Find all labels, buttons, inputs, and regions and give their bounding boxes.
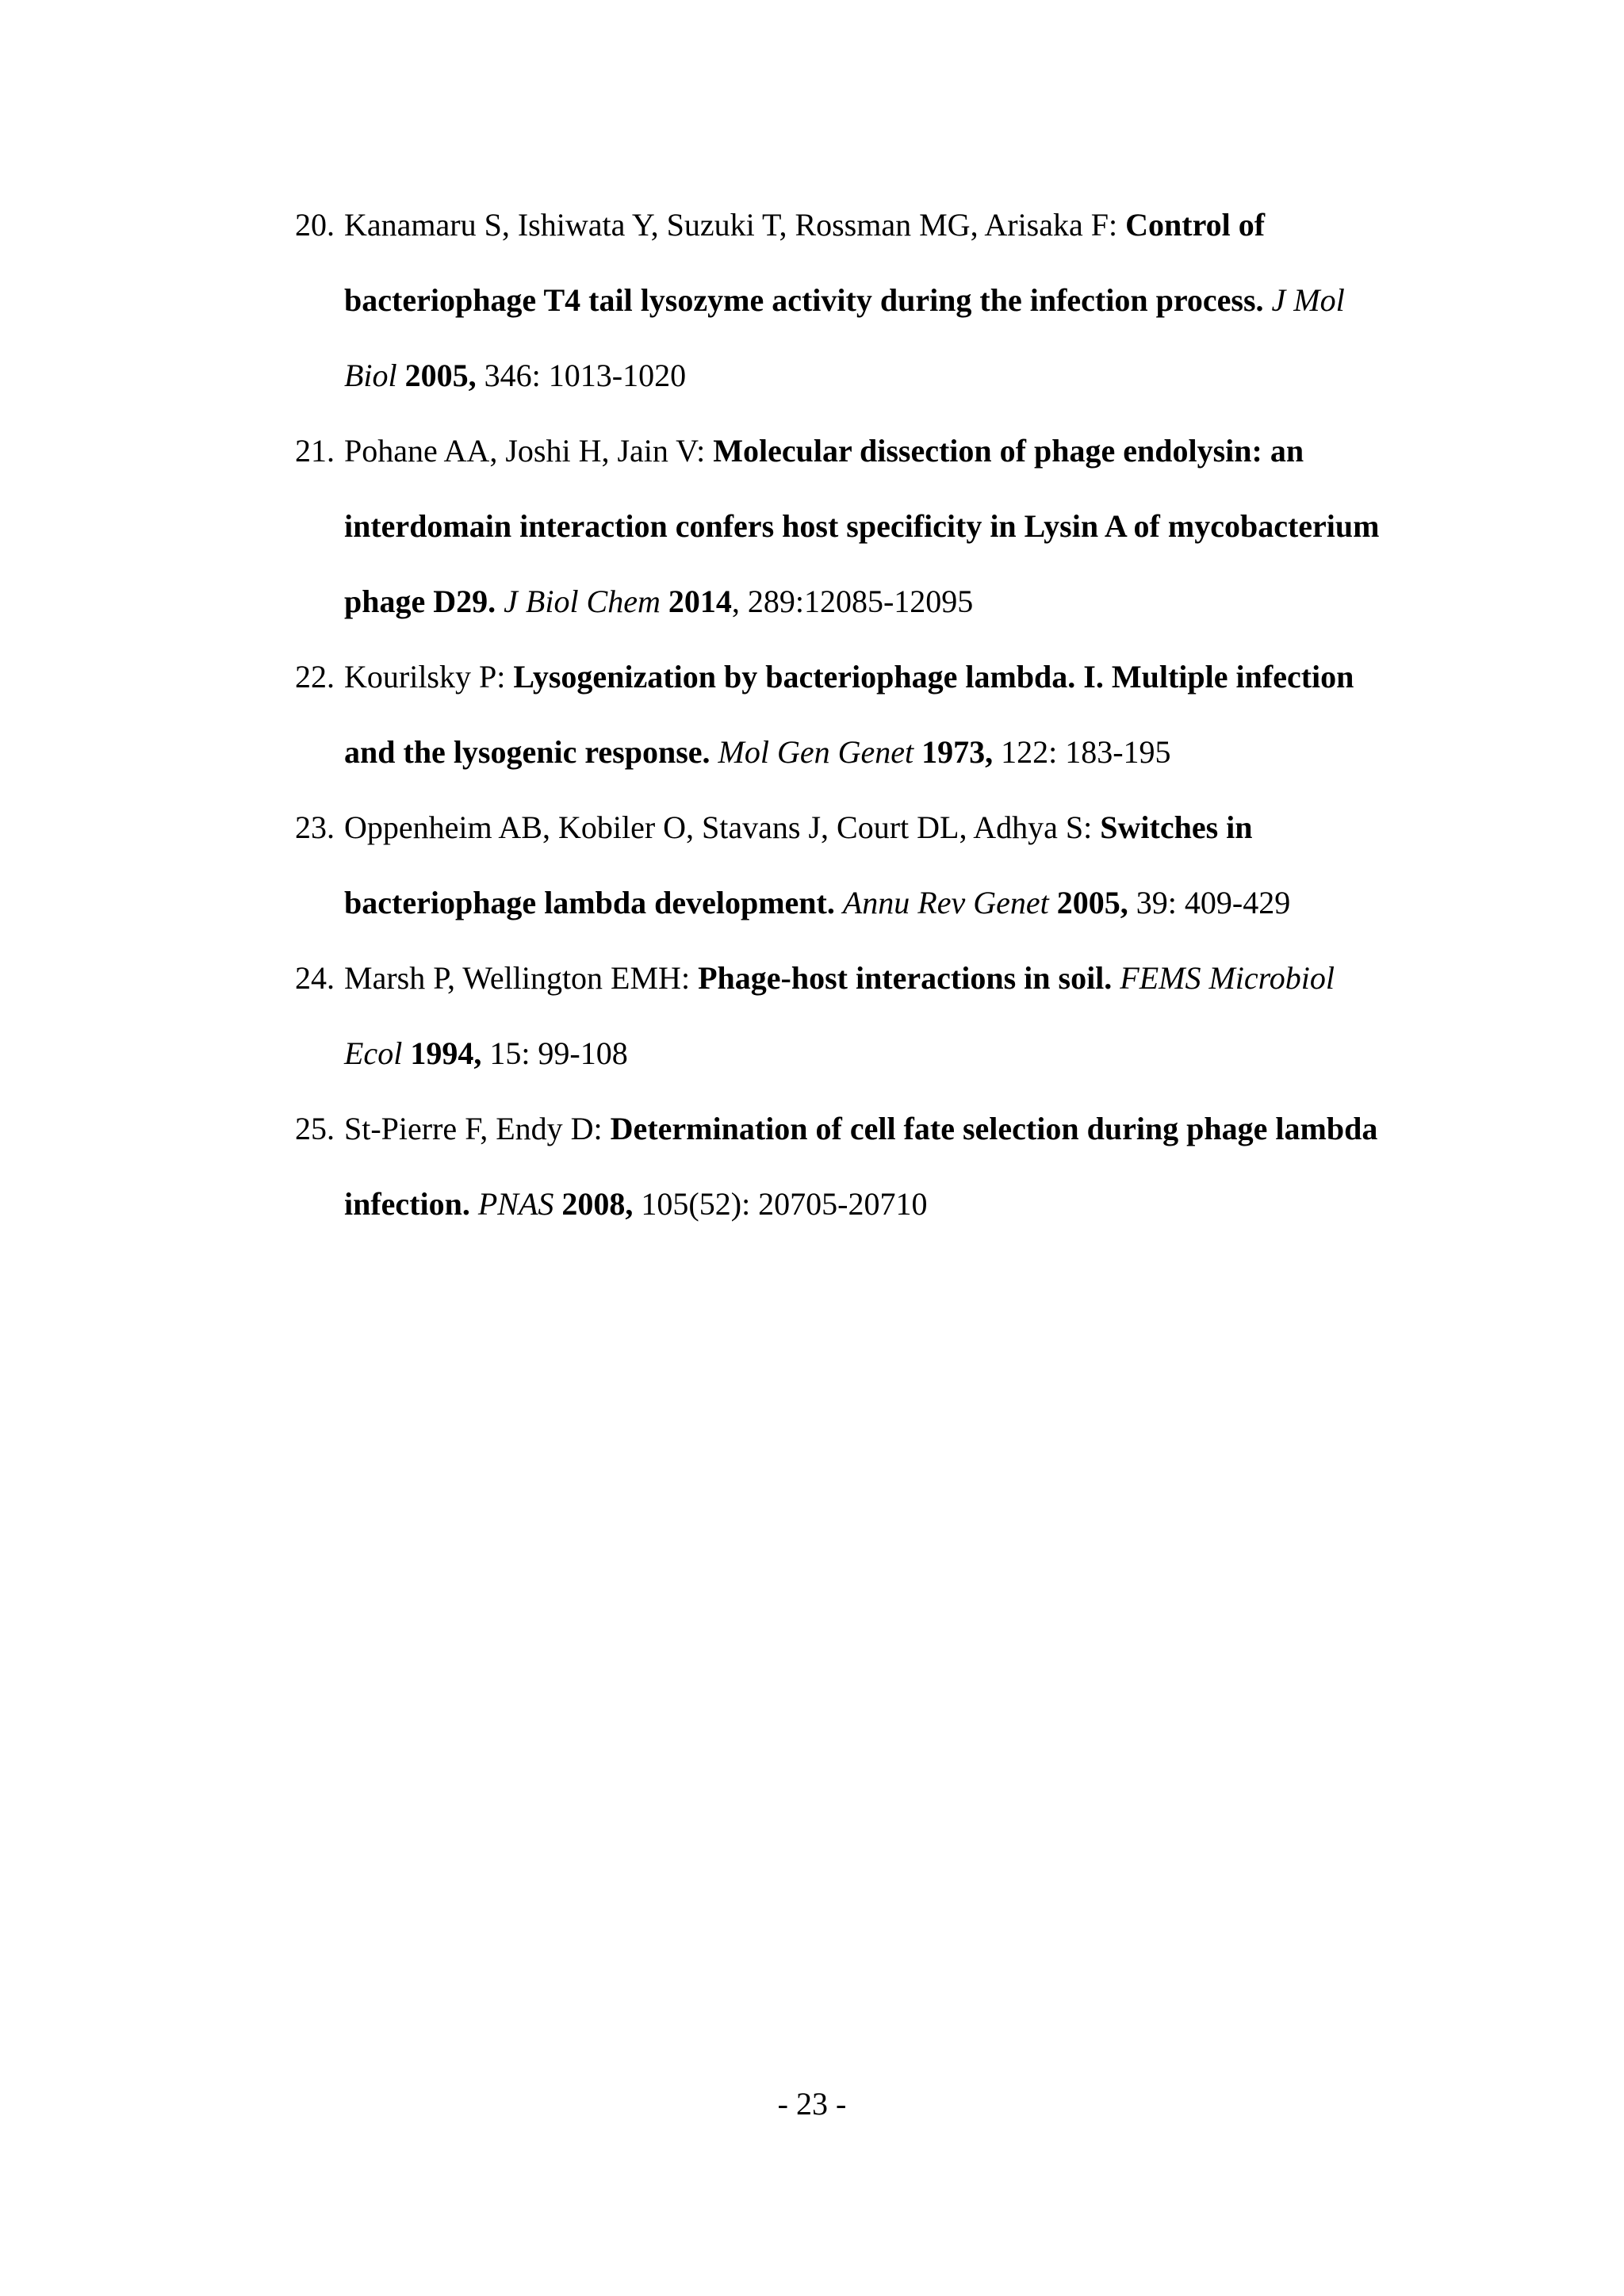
reference-item xyxy=(295,639,1397,790)
reference-authors: Oppenheim AB, Kobiler O, Stavans J, Court DL, Adhya S: xyxy=(344,809,1101,845)
reference-item xyxy=(295,940,1397,1091)
reference-year: 2005, xyxy=(404,358,477,393)
reference-authors: Pohane AA, Joshi H, Jain V: xyxy=(344,433,714,469)
reference-pages: 39: 409-429 xyxy=(1128,885,1291,920)
reference-title: Molecular dissection of phage endolysin: an interdomain interaction confers host specificity in Lysin A of mycobacterium phage D29. xyxy=(344,433,1380,619)
reference-year: 1994, xyxy=(410,1035,482,1071)
reference-pages: 15: 99-108 xyxy=(481,1035,628,1071)
reference-item xyxy=(295,790,1397,940)
reference-journal: FEMS Microbiol Ecol xyxy=(344,960,1335,1071)
reference-authors: St-Pierre F, Endy D: xyxy=(344,1111,611,1146)
reference-item xyxy=(295,187,1397,413)
reference-pages: , 289:12085-12095 xyxy=(731,584,974,619)
reference-text xyxy=(344,207,1345,393)
reference-pages: 122: 183-195 xyxy=(993,734,1171,770)
reference-title: Switches in bacteriophage lambda development. xyxy=(344,809,1253,920)
reference-number: 22. xyxy=(295,659,335,695)
reference-journal: J Mol Biol xyxy=(344,282,1345,393)
reference-journal: Annu Rev Genet xyxy=(842,885,1049,920)
reference-number: 23. xyxy=(295,809,335,845)
reference-title: Control of bacteriophage T4 tail lysozyme activity during the infection process. xyxy=(344,207,1266,318)
reference-pages: 105(52): 20705-20710 xyxy=(633,1186,928,1222)
reference-number: 21. xyxy=(295,433,335,469)
reference-text xyxy=(344,1111,1377,1222)
reference-authors: Kourilsky P: xyxy=(344,659,514,695)
reference-journal: J Biol Chem xyxy=(504,584,661,619)
reference-year: 2014 xyxy=(668,584,732,619)
reference-text xyxy=(344,659,1354,770)
reference-authors: Kanamaru S, Ishiwata Y, Suzuki T, Rossman MG, Arisaka F: xyxy=(344,207,1126,243)
reference-title: Determination of cell fate selection during phage lambda infection. xyxy=(344,1111,1378,1222)
reference-title: Phage-host interactions in soil. xyxy=(698,960,1113,996)
reference-authors: Marsh P, Wellington EMH: xyxy=(344,960,699,996)
reference-number: 20. xyxy=(295,207,335,243)
reference-item xyxy=(295,413,1397,639)
reference-journal: Mol Gen Genet xyxy=(718,734,914,770)
reference-number: 24. xyxy=(295,960,335,996)
reference-title: Lysogenization by bacteriophage lambda. I. Multiple infection and the lysogenic response. xyxy=(344,659,1354,770)
page-number: - 23 - xyxy=(777,2086,847,2122)
reference-text xyxy=(344,809,1290,920)
reference-number: 25. xyxy=(295,1111,335,1146)
reference-text xyxy=(344,960,1335,1071)
reference-year: 1973, xyxy=(921,734,994,770)
reference-text xyxy=(344,433,1379,619)
reference-year: 2008, xyxy=(561,1186,634,1222)
reference-pages: 346: 1013-1020 xyxy=(476,358,687,393)
reference-journal: PNAS xyxy=(477,1186,554,1222)
reference-year: 2005, xyxy=(1056,885,1128,920)
reference-list xyxy=(295,187,1397,1242)
reference-item xyxy=(295,1091,1397,1242)
